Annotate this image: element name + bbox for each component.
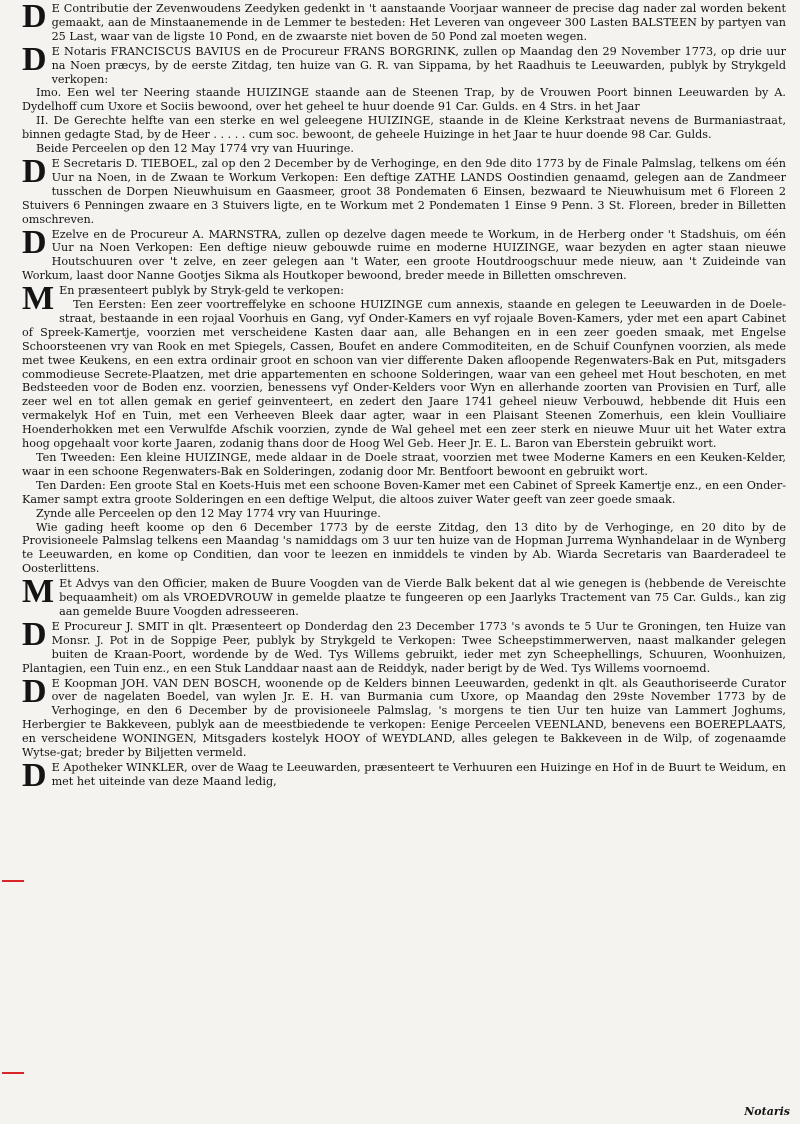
notice-paragraph: E Contributie der Zevenwoudens Zeedyken gedenkt in 't aanstaande Voorjaar wanneer de precise dag nader zal worden bekent gemaakt, aan de Minstaanemende in de Lemmer te besteden: Het Leveren van ongeveer 300 Lasten BALSTEEN by partyen van 25 Last, waar van de ligste 10 Pond, en de zwaarste niet boven de 50 Pond zal moeten wegen.	[51, 2, 786, 43]
drop-cap: D	[22, 756, 47, 794]
notice-paragraph: E Notaris FRANCISCUS BAVIUS en de Procureur FRANS BORGRINK, zullen op Maandag den 29 November 1773, op drie uur na Noen præcys, by de eerste Zitdag, ten huize van G. R. van Sippama, by het Raadhuis te Leeuwarden, publyk by Strykgeld verkopen:	[51, 44, 786, 86]
drop-cap: D	[22, 615, 47, 653]
notice-paragraph: Wie gading heeft koome op den 6 December 1773 by de eerste Zitdag, den 13 dito by de Verhoginge, en 20 dito by de Provisioneele Palmslag telkens een Maandag 's namiddags om 3 uur ten huize van de Hopman Jurrema Wynhandelaar in de Wynberg te Leeuwarden, en kome op Conditien, dan voor te leezen en inmiddels te vinden by Ab. Wiarda Secretaris van Baarderadeel te Oosterlittens.	[22, 520, 786, 576]
notice-paragraph: Imo. Een wel ter Neering staande HUIZINGE staande aan de Steenen Trap, by de Vrouwen Poort binnen Leeuwarden by A. Dydelhoff cum Uxore et Sociis bewoond, over het geheel te huur doende 91 Car. Gulds. en 4 Strs. in het Jaar	[22, 86, 786, 114]
notice-van-den-bosch	[22, 672, 786, 760]
notice-paragraph: E Koopman JOH. VAN DEN BOSCH, woonende op de Kelders binnen Leeuwarden, gedenkt in qlt. als Geauthoriseerde Curator over de nagelaten Boedel, van wylen Jr. E. H. van Burmania cum Uxore, op Maandag den 29ste November 1773 by de Verhoginge, en den 6 December by de provisioneele Palmslag, 's morgens te tien Uur ten huize van Lammert Joghums, Herbergier te Bakkeveen, publyk aan de meestbiedende te verkopen: Eenige Perceelen VEENLAND, benevens een BOEREPLAATS, en verscheidene WONINGEN, Mitsgaders kostelyk HOOY of WEYDLAND, alles gelegen te Bakkeveen in de Wilp, of zogenaamde Wytse-gat; breder by Biljetten vermeld.	[22, 676, 786, 760]
notice-paragraph: Ezelve en de Procureur A. MARNSTRA, zullen op dezelve dagen meede te Workum, in de Herberg onder 't Stadshuis, om één Uur na Noen Verkopen: Een deftige nieuw gebouwde ruime en moderne HUIZINGE, waar bezyden en agter staan nieuwe Houtschuuren over 't zelve, en zeer gelegen aan 't Water, een groote Houtdroogschuur mede nieuw, aan 't Zuideinde van Workum, laast door Nanne Gootjes Sikma als Houtkoper bewoond, breder meede in Billetten omschreven.	[22, 227, 786, 283]
drop-cap: D	[22, 0, 47, 35]
notice-vroedvrouw	[22, 573, 786, 619]
notice-marnstra	[22, 223, 786, 284]
drop-cap: D	[22, 40, 47, 78]
notice-paragraph: II. De Gerechte helfte van een sterke en wel geleegene HUIZINGE, staande in de Kleine Kerkstraat nevens de Burmaniastraat, binnen gedagte Stad, by de Heer . . . . . cum soc. bewoont, de geheele Huizinge in het Jaar te huur doende 98 Car. Gulds.	[22, 114, 786, 142]
drop-cap: M	[22, 573, 55, 611]
drop-cap: D	[22, 152, 47, 190]
notice-paragraph: Et Advys van den Officier, maken de Buure Voogden van de Vierde Balk bekent dat al wie genegen is (hebbende de Vereischte bequaamheit) om als VROEDVROUW in gemelde plaatze te fungeeren op een Jaarlyks Tractement van 75 Car. Gulds., kan zig aan gemelde Buure Voogden adresseeren.	[59, 577, 786, 618]
red-margin-marker	[2, 880, 24, 882]
drop-cap: D	[22, 223, 47, 261]
notice-paragraph: E Apotheker WINKLER, over de Waag te Leeuwarden, præsenteert te Verhuuren een Huizinge en Hof in de Buurt te Weidum, en met het uiteinde van deze Maand ledig,	[51, 760, 786, 788]
notice-paragraph: En præsenteert publyk by Stryk-geld te verkopen:	[59, 284, 345, 298]
notice-tieboel	[22, 152, 786, 227]
notice-paragraph: E Secretaris D. TIEBOEL, zal op den 2 December by de Verhoginge, en den 9de dito 1773 by de Finale Palmslag, telkens om één Uur na Noen, in de Zwaan te Workum Verkopen: Een deftige ZATHE LANDS Oostindien genaamd, gelegen aan de Zandmeer tusschen de Dorpen Nieuwhuisum en Gaasmeer, groot 38 Pondematen 6 Einsen, bezwaard te Nieuwhuisum met 6 Floreen 2 Stuivers 6 Penningen zwaare en 3 Stuivers ligte, en te Workum met 2 Pondematen 1 Einse 9 Penn. 3 St. Floreen, breder in Billetten omschreven.	[22, 156, 786, 226]
notice-smit	[22, 615, 786, 676]
notice-paragraph: Ten Darden: Een groote Stal en Koets-Huis met een schoone Boven-Kamer met een Cabinet of Spreek Kamertje enz., en een Onder-Kamer sampt extra groote Solderingen en een deftige Welput, die altoos zuiver Water geeft van zeer goede smaak.	[22, 478, 786, 506]
notice-paragraph: E Procureur J. SMIT in qlt. Præsenteert op Donderdag den 23 December 1773 's avonds te 5 Uur te Groningen, ten Huize van Monsr. J. Pot in de Soppige Peer, publyk by Strykgeld te Verkopen: Twee Scheepstimmerwerven, naast malkander gelegen buiten de Kraan-Poort, wordende by de Wed. Tys Willems gebruikt, ieder met zyn Scheephellings, Schuuren, Woonhuizen, Plantagien, een Tuin enz., en een Stuk Landdaar naast aan de Reiddyk, nader berigt by de Wed. Tys Willems voornoemd.	[22, 619, 786, 675]
drop-cap: M	[22, 280, 55, 318]
notice-paragraph: Ten Tweeden: Een kleine HUIZINGE, mede aldaar in de Doele straat, voorzien met twee Moderne Kamers en een Keuken-Kelder, waar in een schoone Regenwaters-Bak en Solderingen, zodanig door Mr. Bentfoort bewoont en gebruikt wort.	[22, 451, 786, 478]
notice-paragraph: Beide Perceelen op den 12 May 1774 vry van Huuringe.	[36, 142, 354, 156]
notice-contributie	[22, 2, 786, 44]
notice-winkler	[22, 756, 786, 794]
notice-huizinge-sale	[22, 280, 786, 576]
notice-paragraph: Ten Eersten: Een zeer voortreffelyke en schoone HUIZINGE cum annexis, staande en gelegen te Leeuwarden in de Doele-straat, bestaande in een rojaal Voorhuis en Gang, vyf Onder-Kamers en vyf rojaale Boven-Kamers, yder met een apart Cabinet of Spreek-Kamertje, voorzien met verscheidene Kasten daar aan, alle Behangen en in een zeer goeden smaak, met Engelse Schoorsteenen vry van Rook en met Spiegels, Cassen, Boufet en andere Commoditeiten, en de Schuif Counfynen voorzien, als mede met twee Keukens, en een extra ordinair groot en schoon van vier differente Daken afloopende Regenwaters-Bak en Put, mitsgaders commodieuse Secrete-Plaatzen, met drie appartementen en schoone Solderingen, waar van een geheel met Hout beschoten, en met Bedsteeden voor de Boden enz. voorzien, benessens vyf Onder-Kelders voor Wyn en allerhande zoorten van Provisien en Turf, alle zeer wel en tot allen gemak en gerief geinventeert, en zedert den Jaare 1741 geheel nieuw Verbouwd, hebbende dit Huis een vermakelyk Hof en Tuin, met een Verheeven Bleek daar agter, waar in een Plaisant Steenen Zomerhuis, een klein Voulliaire Hoenderhokken met een Verwulfde Afschik voorzien, zynde de Wal geheel met een zeer sterk en nieuwe Muur uit het Water extra hoog opgehaalt voor korte Jaaren, zodanig thans door de Hoog Wel Geb. Heer Jr. E. L. Baron van Eberstein gebruikt wort.	[22, 298, 786, 451]
notice-paragraph: Zynde alle Perceelen op den 12 May 1774 vry van Huuringe.	[36, 506, 381, 520]
catchword: Notaris	[744, 1105, 790, 1118]
red-margin-marker	[2, 1072, 24, 1074]
notice-bavius-borgrink	[22, 40, 786, 156]
drop-cap: D	[22, 672, 47, 710]
